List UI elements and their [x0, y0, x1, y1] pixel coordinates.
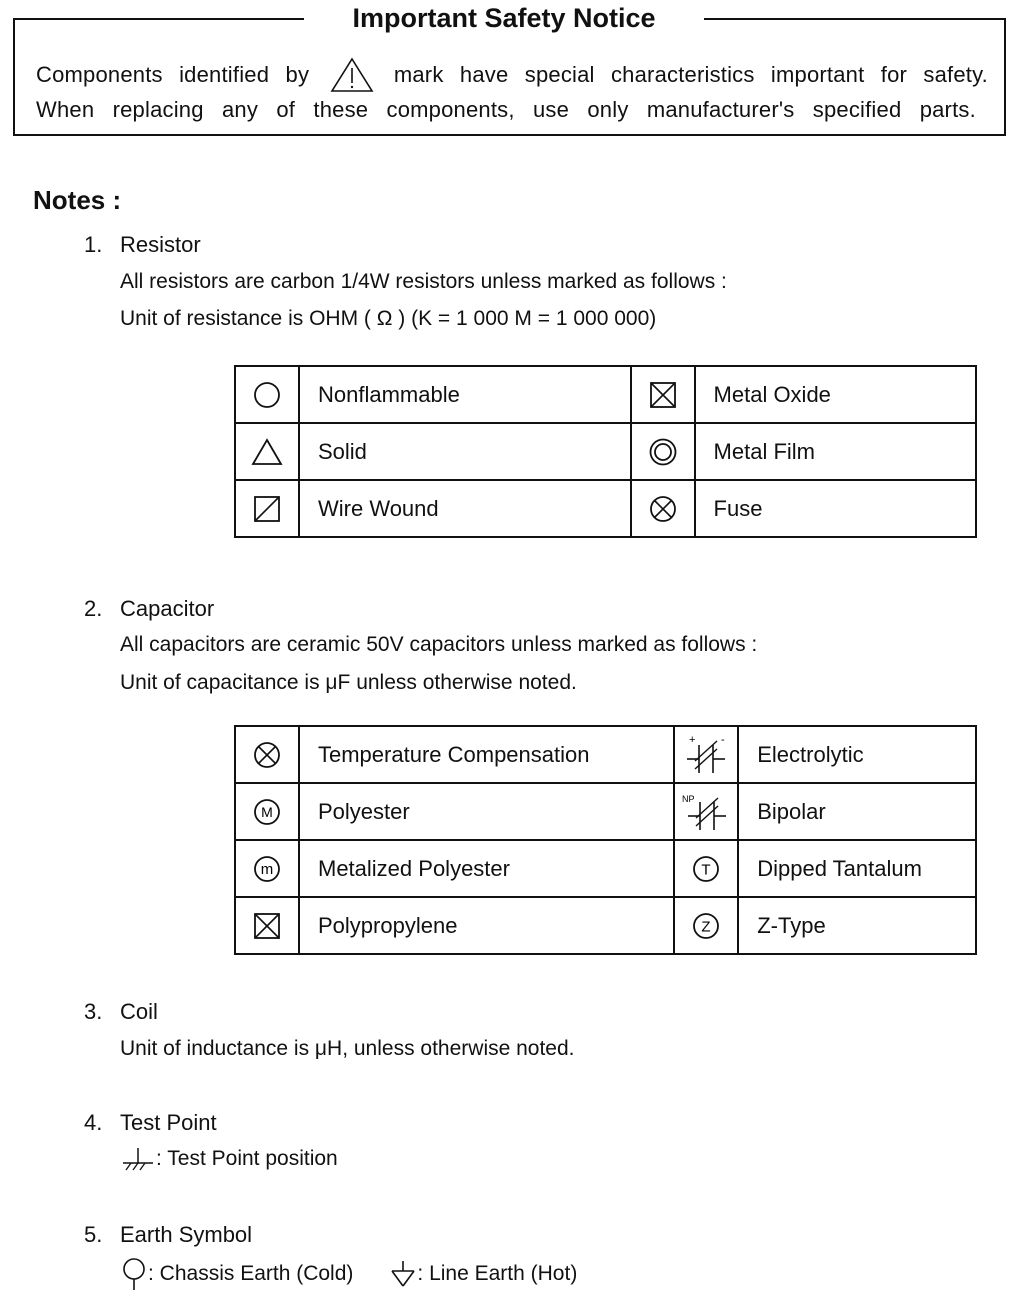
notice-word: these [313, 97, 369, 122]
symbol-label: Metal Film [695, 423, 976, 480]
symbol-cell [674, 783, 738, 840]
circle-t-icon [691, 854, 721, 884]
symbol-label: Metalized Polyester [299, 840, 674, 897]
test-point-label: : Test Point position [156, 1147, 338, 1170]
notice-word: only [587, 97, 629, 122]
notice-word: by [285, 62, 310, 87]
note-title-earth: Earth Symbol [120, 1222, 253, 1247]
svg-text:m: m [260, 860, 274, 878]
symbol-label: Z-Type [738, 897, 976, 954]
symbol-cell [631, 480, 695, 537]
capacitor-unit: Unit of capacitance is μF unless otherwise noted. [120, 671, 577, 694]
note-title-coil: Coil [120, 999, 158, 1024]
symbol-cell [631, 423, 695, 480]
symbol-cell [235, 897, 299, 954]
double-circle-icon [648, 437, 678, 467]
capacitor-description: All capacitors are ceramic 50V capacitors unless marked as follows : [120, 633, 758, 656]
symbol-cell [235, 783, 299, 840]
symbol-label: Nonflammable [299, 366, 631, 423]
svg-text:+: + [689, 733, 696, 746]
np-label: NP [682, 793, 695, 804]
circle-m-icon [252, 797, 282, 827]
svg-text:M: M [261, 803, 273, 820]
notice-word: manufacturer's [646, 97, 795, 122]
table-row [235, 783, 976, 840]
notice-word: replacing [112, 97, 204, 122]
notice-word: Components [36, 62, 163, 87]
earth-line [120, 1257, 577, 1291]
notice-word: use [532, 97, 570, 122]
notice-word: for [880, 62, 908, 87]
symbol-cell [235, 840, 299, 897]
capacitor-symbol-table [234, 725, 977, 955]
notice-word: parts. [919, 97, 976, 122]
symbol-cell [631, 366, 695, 423]
coil-unit: Unit of inductance is μH, unless otherwise noted. [120, 1037, 575, 1060]
notice-word: When [36, 97, 95, 122]
line-earth-icon [389, 1259, 417, 1289]
circle-icon [252, 380, 282, 410]
symbol-label: Polyester [299, 783, 674, 840]
table-row [235, 840, 976, 897]
symbol-label: Polypropylene [299, 897, 674, 954]
test-point-line [120, 1146, 338, 1172]
symbol-label: Electrolytic [738, 726, 976, 783]
chassis-earth-label: : Chassis Earth (Cold) [148, 1262, 354, 1285]
resistor-description: All resistors are carbon 1/4W resistors unless marked as follows : [120, 270, 727, 293]
notice-word: safety. [923, 62, 988, 87]
note-title-capacitor: Capacitor [120, 596, 215, 621]
symbol-cell [674, 897, 738, 954]
notice-word: characteristics [610, 62, 755, 87]
warning-triangle-icon [330, 57, 374, 93]
symbol-cell [235, 366, 299, 423]
test-point-icon [120, 1146, 156, 1172]
resistor-unit: Unit of resistance is OHM ( Ω ) (K = 1 000 M = 1 000 000) [120, 307, 657, 330]
note-number: 1. [84, 232, 103, 257]
circle-x-icon [252, 740, 282, 770]
line-earth-label: : Line Earth (Hot) [417, 1262, 578, 1285]
symbol-cell [674, 840, 738, 897]
electrolytic-capacitor-icon [681, 733, 731, 777]
resistor-symbol-table [234, 365, 977, 538]
symbol-cell [674, 726, 738, 783]
box-x-icon [648, 380, 678, 410]
svg-text:Z: Z [701, 918, 711, 935]
note-title-test-point: Test Point [120, 1110, 217, 1135]
notice-line-1 [36, 57, 988, 93]
table-row [235, 726, 976, 783]
circle-z-icon [691, 911, 721, 941]
note-number: 2. [84, 596, 103, 621]
table-row [235, 423, 976, 480]
symbol-label: Metal Oxide [695, 366, 976, 423]
circle-small-m-icon [252, 854, 282, 884]
symbol-cell [235, 480, 299, 537]
symbol-label: Temperature Compensation [299, 726, 674, 783]
notice-word: any [221, 97, 259, 122]
box-x-icon [252, 911, 282, 941]
note-number: 5. [84, 1222, 103, 1247]
symbol-label: Dipped Tantalum [738, 840, 976, 897]
triangle-icon [251, 437, 283, 467]
table-row [235, 897, 976, 954]
symbol-cell [235, 726, 299, 783]
note-number: 3. [84, 999, 103, 1024]
chassis-earth-icon [120, 1257, 148, 1291]
table-row [235, 366, 976, 423]
notice-word: important [770, 62, 865, 87]
table-row [235, 480, 976, 537]
symbol-label: Bipolar [738, 783, 976, 840]
box-slash-icon [252, 494, 282, 524]
note-title-resistor: Resistor [120, 232, 201, 257]
notes-heading: Notes : [33, 185, 122, 215]
notice-word: mark [393, 62, 444, 87]
notice-title: Important Safety Notice [304, 1, 704, 35]
svg-text:-: - [721, 733, 725, 746]
notice-word: have [459, 62, 509, 87]
notice-word: of [276, 97, 296, 122]
notice-word: special [524, 62, 595, 87]
circle-x-icon [648, 494, 678, 524]
symbol-label: Wire Wound [299, 480, 631, 537]
notice-word: identified [179, 62, 270, 87]
symbol-label: Fuse [695, 480, 976, 537]
symbol-label: Solid [299, 423, 631, 480]
svg-text:T: T [701, 861, 711, 878]
notice-word: specified [812, 97, 902, 122]
note-number: 4. [84, 1110, 103, 1135]
bipolar-capacitor-icon [678, 790, 734, 834]
symbol-cell [235, 423, 299, 480]
notice-word: components, [386, 97, 515, 122]
notice-line-2 [36, 97, 976, 123]
